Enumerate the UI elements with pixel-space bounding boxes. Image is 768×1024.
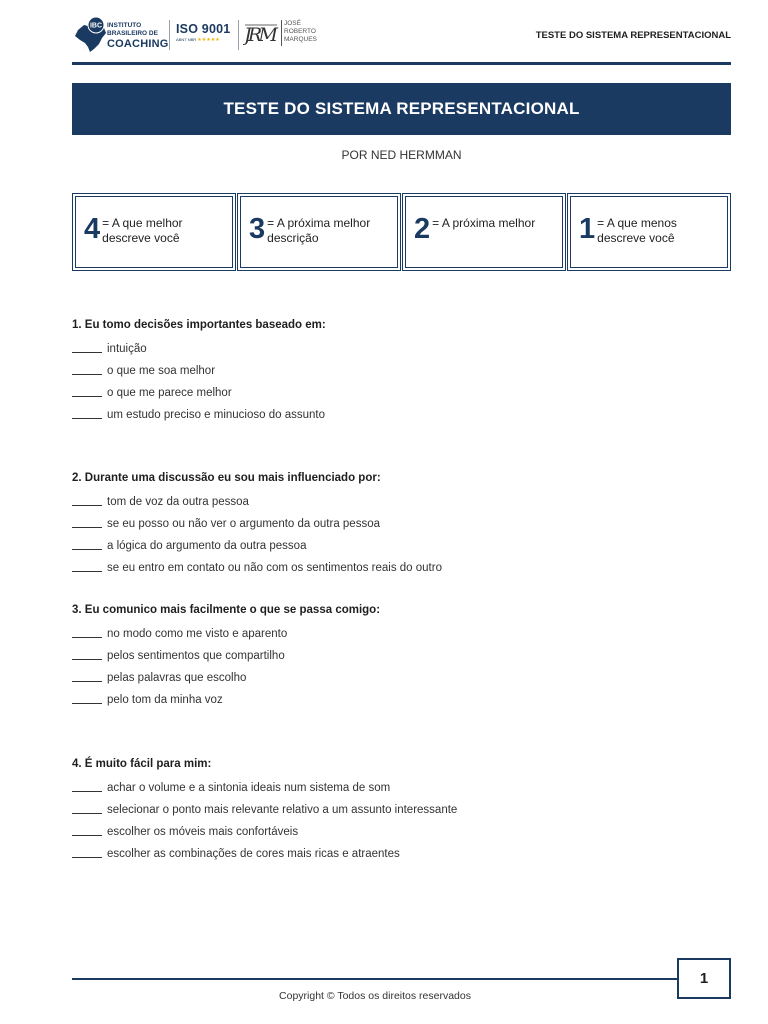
answer-blank[interactable] [72, 571, 102, 572]
page-title: TESTE DO SISTEMA REPRESENTACIONAL [223, 99, 580, 118]
ibc-badge-text: IBC [89, 22, 103, 30]
iso-standard: ABNT NBR [176, 37, 197, 42]
answer-blank[interactable] [72, 835, 102, 836]
legend-number: 3 [249, 213, 266, 245]
rating-scale-legend [72, 193, 731, 271]
answer-option [72, 406, 731, 421]
option-text: a lógica do argumento da outra pessoa [107, 540, 307, 552]
question-title: 4. É muito fácil para mim: [72, 758, 212, 770]
answer-option [72, 845, 731, 860]
answer-option [72, 625, 731, 640]
iso-subtitle [176, 37, 236, 43]
question-title: 2. Durante uma discussão eu sou mais influenciado por: [72, 472, 381, 484]
option-text: intuição [107, 343, 147, 355]
author-line: POR NED HERMMAN [341, 148, 462, 162]
iso-certification [176, 22, 236, 43]
answer-option [72, 691, 731, 706]
footer-divider [72, 978, 678, 980]
answer-option [72, 493, 731, 508]
answer-blank[interactable] [72, 681, 102, 682]
jrm-divider [281, 20, 282, 46]
answer-blank[interactable] [72, 505, 102, 506]
option-text: achar o volume e a sintonia ideais num sistema de som [107, 782, 391, 794]
option-text: escolher os móveis mais confortáveis [107, 826, 299, 838]
option-text: o que me soa melhor [107, 365, 216, 377]
page-number: 1 [677, 958, 731, 999]
option-text: se eu posso ou não ver o argumento da outra pessoa [107, 518, 380, 530]
ibc-line-2: BRASILEIRO DE [107, 30, 158, 37]
jrm-mark: JRM [244, 24, 278, 46]
ibc-logo-text [107, 22, 169, 50]
answer-blank[interactable] [72, 527, 102, 528]
legend-cell [567, 193, 731, 271]
answer-blank[interactable] [72, 857, 102, 858]
option-text: se eu entro em contato ou não com os sentimentos reais do outro [107, 562, 442, 574]
logo-divider [238, 20, 239, 50]
brazil-map-logo-icon [72, 16, 108, 54]
title-banner [72, 83, 731, 135]
jrm-line-2: ROBERTO [284, 28, 316, 35]
legend-text: = A próxima melhor [432, 216, 536, 230]
answer-option [72, 362, 731, 377]
question-1 [72, 318, 731, 428]
copyright-text: Copyright © Todos os direitos reservados [279, 990, 471, 1002]
legend-cell [402, 193, 566, 271]
legend-number: 4 [84, 213, 101, 245]
legend-text: = A próxima melhor descrição [267, 216, 371, 245]
option-text: pelos sentimentos que compartilho [107, 650, 285, 662]
option-text: o que me parece melhor [107, 387, 232, 399]
answer-blank[interactable] [72, 637, 102, 638]
jrm-logo [243, 17, 323, 51]
answer-option [72, 647, 731, 662]
answer-blank[interactable] [72, 396, 102, 397]
legend-number: 1 [579, 213, 596, 245]
answer-blank[interactable] [72, 352, 102, 353]
legend-text: = A que melhor descreve você [102, 216, 183, 245]
option-text: um estudo preciso e minucioso do assunto [107, 409, 325, 421]
answer-blank[interactable] [72, 791, 102, 792]
jrm-line-1: JOSÉ [284, 20, 301, 27]
answer-blank[interactable] [72, 418, 102, 419]
legend-cell [237, 193, 401, 271]
option-text: no modo como me visto e aparento [107, 628, 288, 640]
page-header [0, 0, 768, 66]
jrm-monogram-icon [243, 19, 281, 49]
legend-number: 2 [414, 213, 431, 245]
iso-title: ISO 9001 [176, 22, 231, 36]
legend-cell [72, 193, 236, 271]
question-2 [72, 471, 731, 581]
answer-option [72, 669, 731, 684]
ibc-line-1: INSTITUTO [107, 22, 142, 29]
answer-option [72, 340, 731, 355]
jrm-name [284, 20, 317, 44]
ibc-logo [72, 16, 172, 56]
option-text: tom de voz da outra pessoa [107, 496, 249, 508]
answer-blank[interactable] [72, 703, 102, 704]
question-3 [72, 603, 731, 713]
answer-blank[interactable] [72, 659, 102, 660]
answer-blank[interactable] [72, 813, 102, 814]
answer-option [72, 801, 731, 816]
answer-option [72, 384, 731, 399]
question-title: 3. Eu comunico mais facilmente o que se passa comigo: [72, 604, 381, 616]
option-text: escolher as combinações de cores mais ricas e atraentes [107, 848, 400, 860]
ibc-line-3: COACHING [107, 38, 169, 50]
answer-option [72, 515, 731, 530]
logo-divider [169, 20, 170, 50]
answer-blank[interactable] [72, 549, 102, 550]
question-4 [72, 757, 731, 867]
iso-stars: ★★★★★ [197, 37, 220, 43]
legend-text: = A que menos descreve você [597, 216, 677, 245]
answer-option [72, 779, 731, 794]
header-divider [72, 62, 731, 65]
answer-blank[interactable] [72, 374, 102, 375]
answer-option [72, 559, 731, 574]
option-text: selecionar o ponto mais relevante relativo a um assunto interessante [107, 804, 458, 816]
header-title: TESTE DO SISTEMA REPRESENTACIONAL [535, 30, 731, 41]
question-title: 1. Eu tomo decisões importantes baseado em: [72, 319, 326, 331]
answer-option [72, 823, 731, 838]
option-text: pelas palavras que escolho [107, 672, 247, 684]
jrm-line-3: MARQUES [284, 36, 317, 43]
answer-option [72, 537, 731, 552]
option-text: pelo tom da minha voz [107, 694, 223, 706]
